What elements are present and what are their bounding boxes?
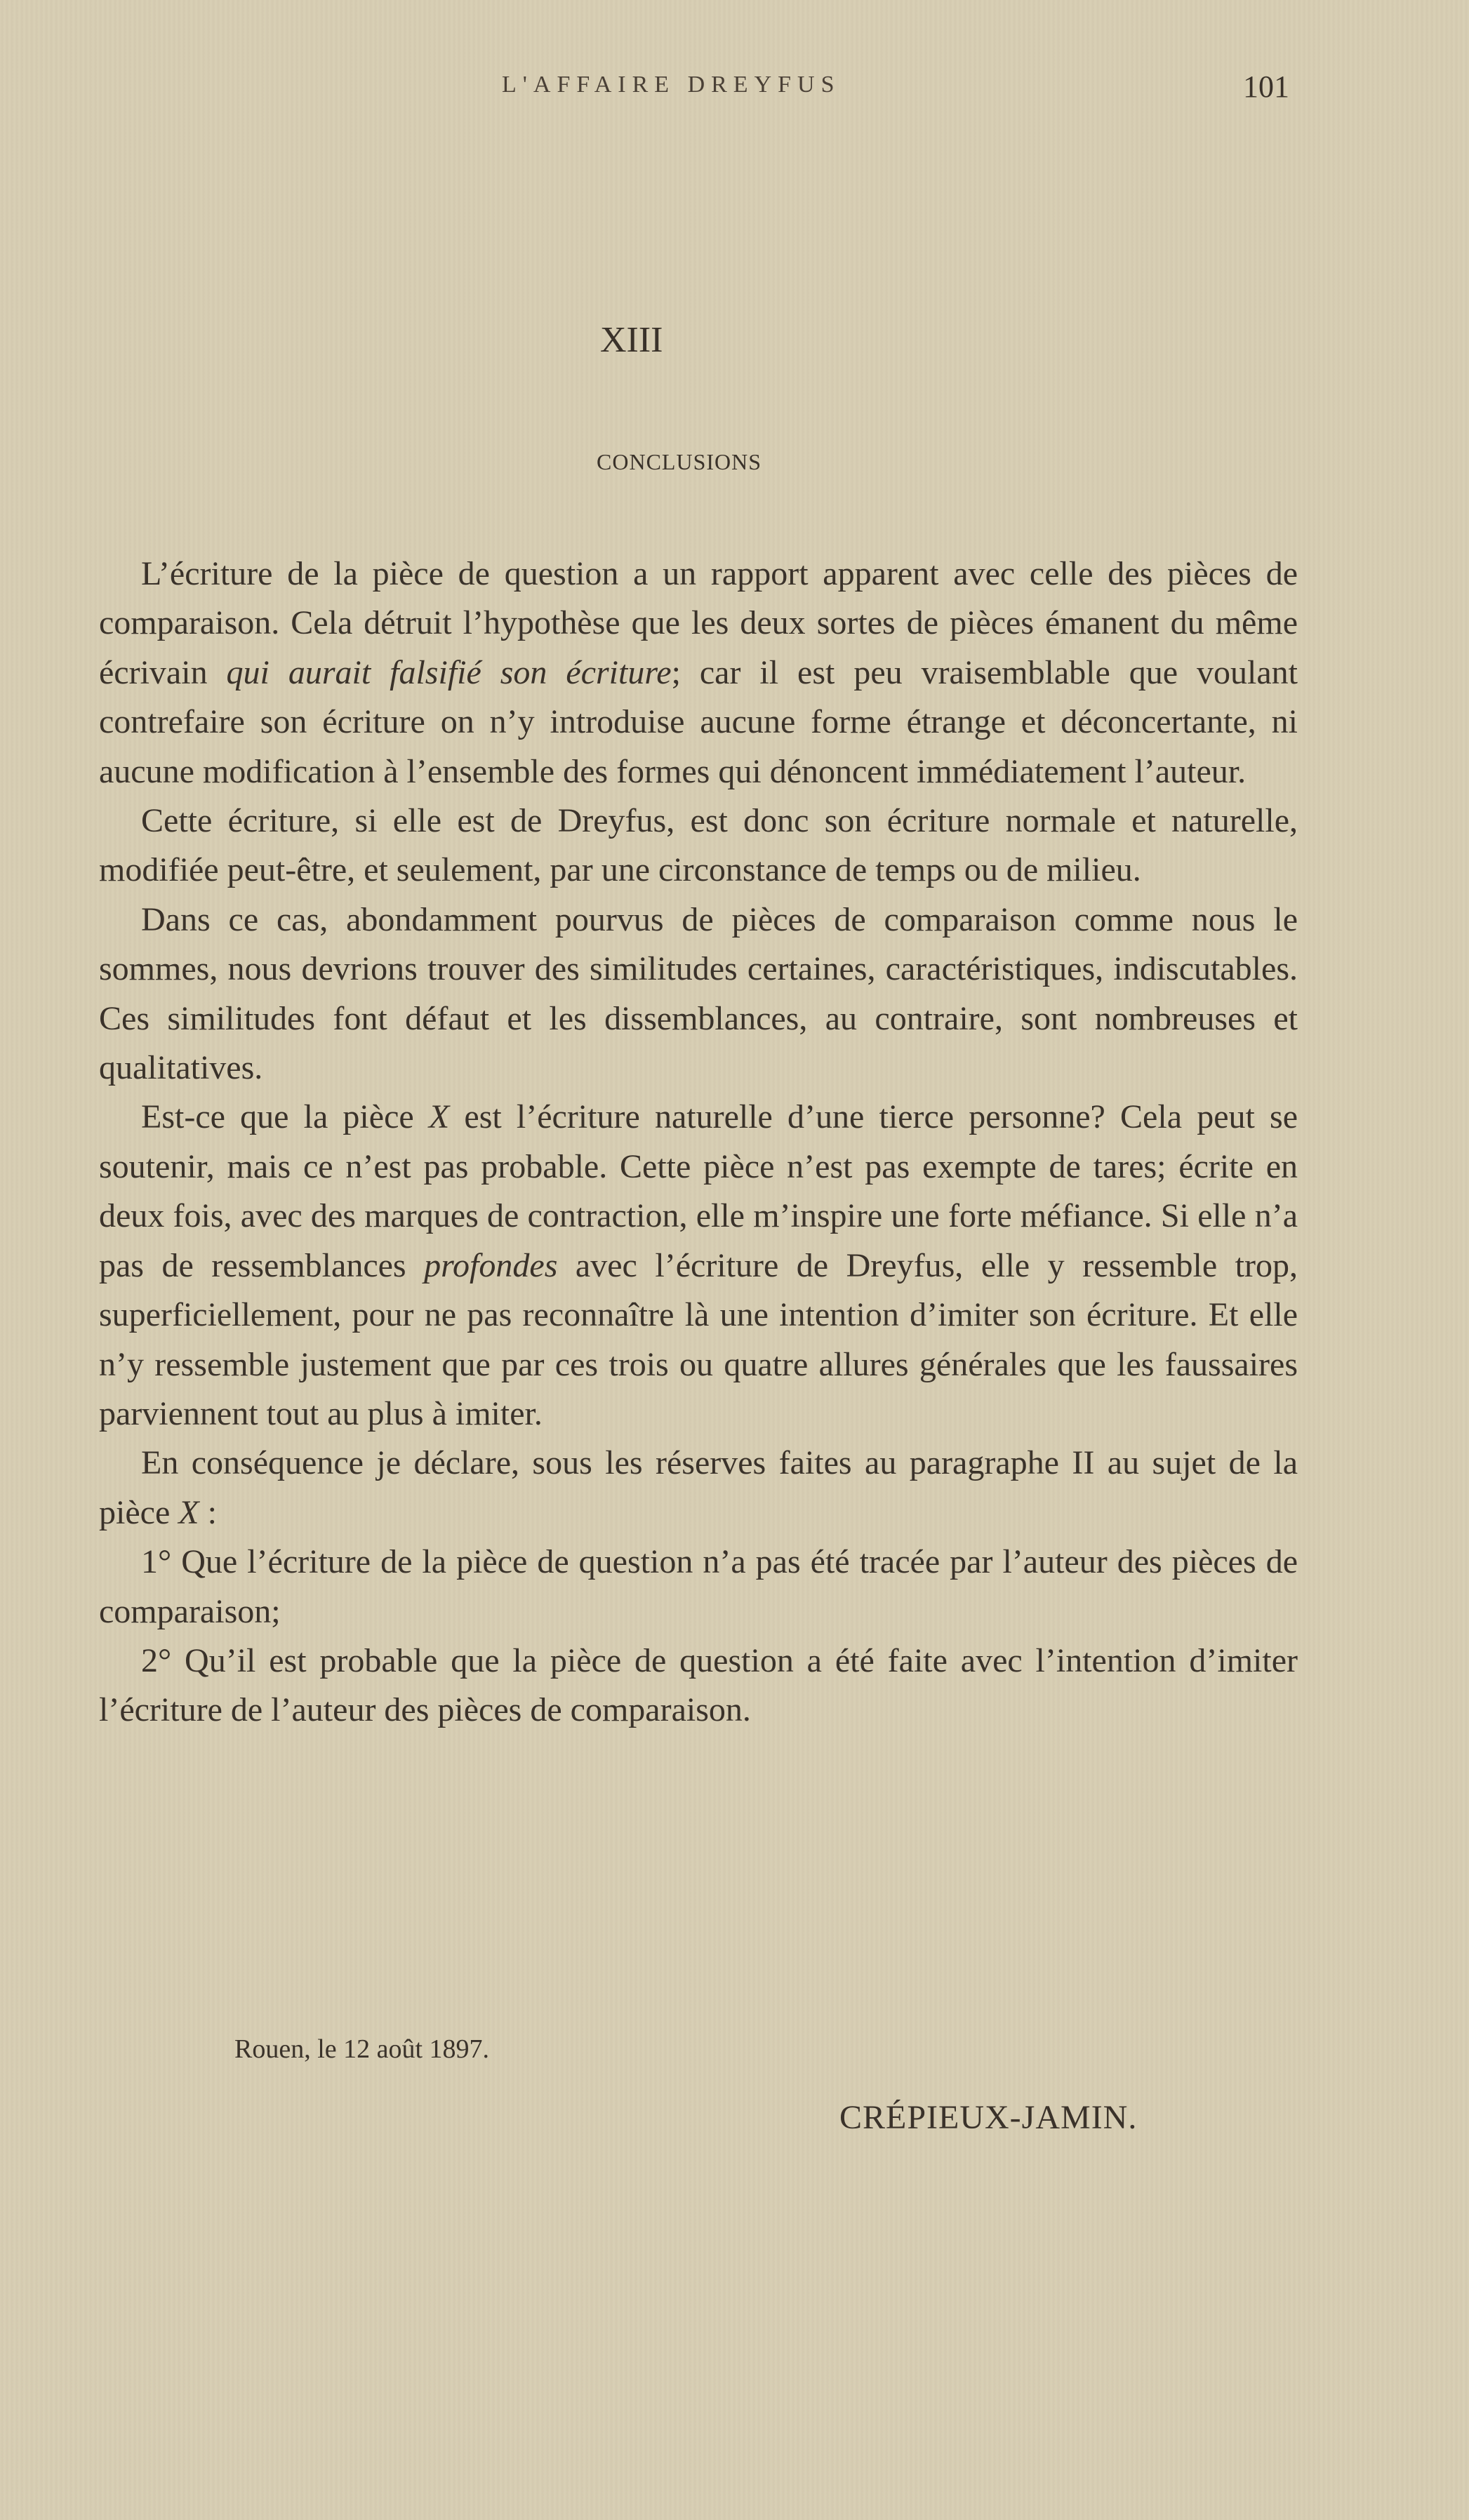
italic-text: X <box>428 1098 450 1136</box>
body-text <box>99 549 1298 1735</box>
italic-text: profondes <box>424 1246 558 1284</box>
page-number: 101 <box>1243 69 1289 104</box>
chapter-title: CONCLUSIONS <box>597 449 762 474</box>
italic-text: X <box>178 1493 199 1531</box>
paragraph <box>99 895 1298 1093</box>
text-segment: Cette écriture, si elle est de Dreyfus, est donc son écriture normale et naturelle, modifiée peut-être, et seulement, par une circonstance de temps ou de milieu. <box>99 802 1298 889</box>
text-segment: 1° Que l’écriture de la pièce de question n’a pas été tracée par l’auteur des pièces de comparaison; <box>99 1543 1298 1630</box>
paragraph <box>99 796 1298 895</box>
text-segment: En conséquence je déclare, sous les réserves faites au paragraphe II au sujet de la pièce <box>99 1444 1298 1531</box>
paragraph <box>99 1093 1298 1439</box>
italic-text: qui aurait falsifié son écriture <box>226 653 672 691</box>
paragraph <box>99 1636 1298 1735</box>
paragraph <box>99 1538 1298 1636</box>
text-segment: Dans ce cas, abondamment pourvus de pièces de comparaison comme nous le sommes, nous devrions trouver des similitudes certaines, caractéristiques, indiscutables. Ces similitudes font défaut et les dissemblances, au contraire, sont nombreuses et qualitatives. <box>99 900 1298 1087</box>
text-segment: ; car il est peu vraisemblable que voulant contrefaire son écriture on n’y introduise aucune forme étrange et déconcertante, ni aucune modification à l’ensemble des formes qui dénoncent immédiatement l’auteur. <box>99 653 1298 790</box>
text-segment: L’écriture de la pièce de question a un rapport apparent avec celle des pièces de comparaison. Cela détruit l’hypothèse que les deux sortes de pièces émanent du même écrivain <box>99 555 1298 691</box>
paragraph <box>99 549 1298 796</box>
paragraph <box>99 1439 1298 1538</box>
text-segment: est l’écriture naturelle d’une tierce personne? Cela peut se soutenir, mais ce n’est pas probable. Cette pièce n’est pas exempte de tares; écrite en deux fois, avec des marques de contraction, elle m’inspire une forte méfiance. Si elle n’a pas de ressemblances <box>99 1098 1298 1284</box>
running-title: L'AFFAIRE DREYFUS <box>502 72 841 98</box>
signature: CRÉPIEUX-JAMIN. <box>839 2099 1138 2136</box>
chapter-number: XIII <box>600 320 663 360</box>
text-segment: Est-ce que la pièce <box>141 1098 429 1136</box>
dateline: Rouen, le 12 août 1897. <box>234 2034 490 2064</box>
text-segment: 2° Qu’il est probable que la pièce de question a été faite avec l’intention d’imiter l’écriture de l’auteur des pièces de comparaison. <box>99 1641 1298 1729</box>
text-segment: : <box>199 1493 217 1531</box>
text-segment: avec l’écriture de Dreyfus, elle y ressemble trop, superficiellement, pour ne pas reconnaître là une intention d’imiter son écriture. Et elle n’y ressemble justement que par ces trois ou quatre allures générales que les faussaires parviennent tout au plus à imiter. <box>99 1246 1298 1432</box>
